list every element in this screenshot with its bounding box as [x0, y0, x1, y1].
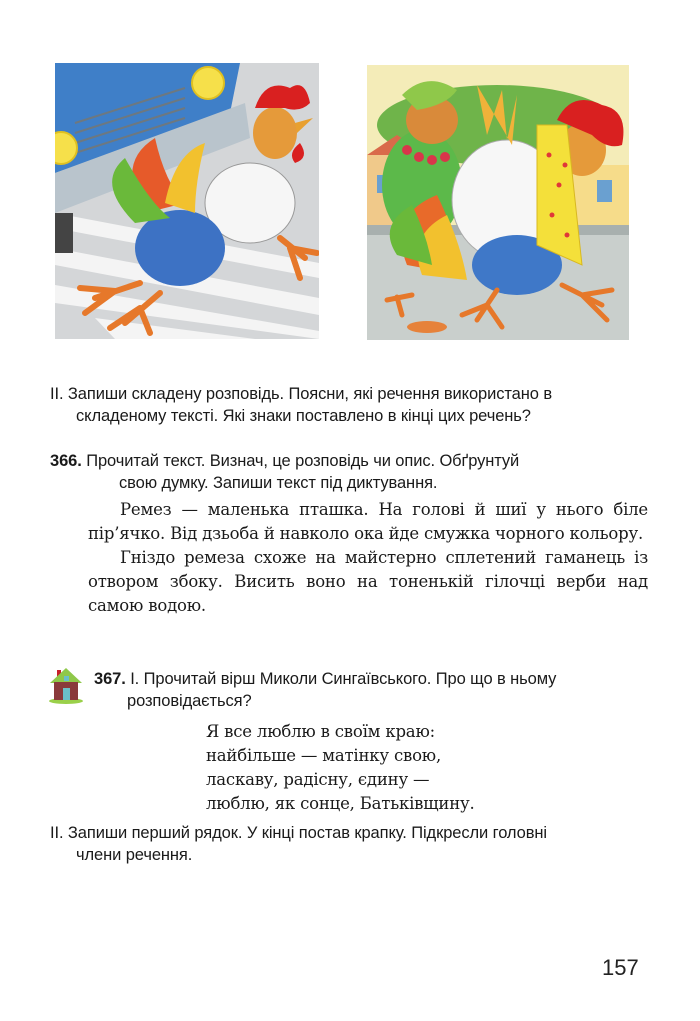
poem-line: люблю, як сонце, Батьківщину.: [206, 794, 475, 813]
task-ii-write-first-line: [50, 822, 650, 866]
page-number: 157: [602, 955, 639, 980]
task-367: [48, 668, 660, 712]
task-line: розповідається?: [127, 692, 252, 710]
task-line: Прочитай текст. Визнач, це розповідь чи опис. Обґрунтуй: [86, 452, 520, 470]
house-icon: [48, 666, 84, 704]
paragraph: Гніздо ремеза схоже на майстерно сплетений гаманець із отвором збоку. Висить воно на тоненькій гілочці верби над самою водою.: [88, 548, 648, 615]
task-ii-write-story: [50, 383, 650, 427]
task-line: II. Запиши перший рядок. У кінці постав крапку. Підкресли головні: [50, 824, 547, 842]
task-number: 366.: [50, 452, 82, 470]
task-line: II. Запиши складену розповідь. Поясни, які речення використано в: [50, 385, 552, 403]
illustration-rooster-crosswalk: [55, 63, 319, 339]
task-366: [50, 450, 650, 494]
task-line: свою думку. Запиши текст під диктування.: [119, 474, 438, 492]
task-number: 367.: [94, 670, 126, 688]
task-line: І. Прочитай вірш Миколи Сингаївського. Про що в ньому: [130, 670, 557, 688]
poem: [206, 720, 626, 816]
paragraph: Ремез — маленька пташка. На голові й шиї у нього біле пір’ячко. Від дзьоба й навколо ока йде смужка чорного кольору.: [88, 500, 648, 543]
task-line: складеному тексті. Які знаки поставлено в кінці цих речень?: [76, 407, 531, 425]
task-line: члени речення.: [76, 846, 193, 864]
poem-line: ласкаву, радісну, єдину —: [206, 770, 430, 789]
poem-line: Я все люблю в своїм краю:: [206, 722, 435, 741]
illustration-hen-and-injured-rooster: [367, 65, 629, 340]
dictation-text: [88, 498, 648, 618]
poem-line: найбільше — матінку свою,: [206, 746, 442, 765]
